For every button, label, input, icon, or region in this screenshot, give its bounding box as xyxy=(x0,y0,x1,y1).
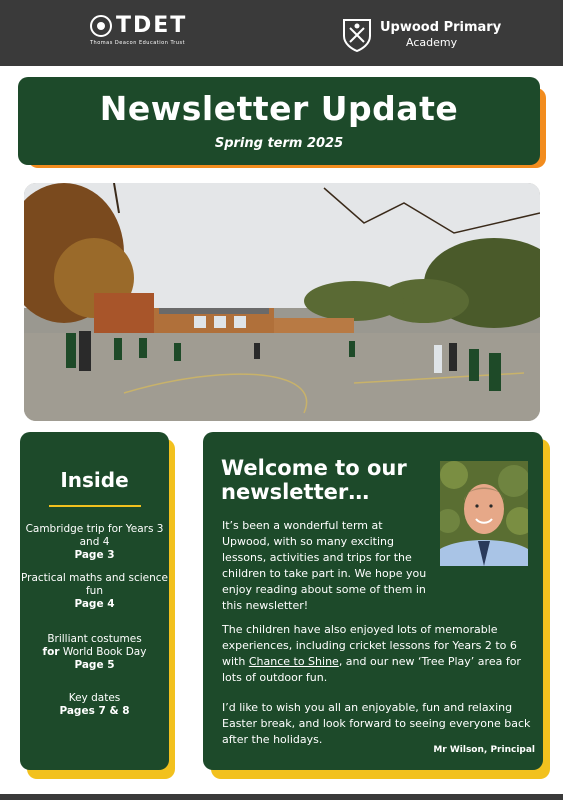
inside-item-page: Pages 7 & 8 xyxy=(59,705,130,717)
inside-divider xyxy=(49,505,141,507)
newsletter-subtitle: Spring term 2025 xyxy=(214,136,344,151)
welcome-paragraph-2-start: The children have also enjoyed lots of memorable experiences, including cricket lessons for Years 2 to 6 with xyxy=(222,623,517,668)
tdet-logo-subtitle: Thomas Deacon Education Trust xyxy=(90,40,186,46)
upwood-logo xyxy=(342,18,501,52)
newsletter-title: Newsletter Update xyxy=(99,89,459,128)
welcome-paragraph-1: It’s been a wonderful term at Upwood, with so many exciting lessons, activities and trips for the children to take part in. We hope you enjoy reading about some of them in this newsletter! xyxy=(222,519,427,612)
inside-item-page: Page 3 xyxy=(74,549,115,561)
inside-item xyxy=(20,572,169,611)
inside-item-text-after: World Book Day xyxy=(62,646,147,658)
inside-item-text: Practical maths and science fun xyxy=(20,572,168,597)
inside-item-for: for xyxy=(42,646,60,658)
inside-title: Inside xyxy=(60,468,129,492)
tdet-logo-name: TDET xyxy=(116,13,188,38)
welcome-paragraph-2 xyxy=(222,622,536,686)
welcome-paragraph-2-end: , and our new ‘Tree Play’ area for lots of outdoor fun. xyxy=(222,655,521,684)
playground-photo xyxy=(24,183,540,421)
tdet-logo xyxy=(90,14,187,46)
inside-item xyxy=(20,523,169,562)
inside-item-text: Key dates xyxy=(68,692,121,704)
header-bar xyxy=(0,0,563,66)
upwood-crest-icon xyxy=(342,18,372,52)
welcome-title: Welcome to our newsletter… xyxy=(221,456,407,504)
inside-item-text: Brilliant costumes xyxy=(47,633,142,645)
welcome-panel xyxy=(203,432,543,770)
inside-item-page: Page 5 xyxy=(74,659,115,671)
title-banner xyxy=(18,77,540,165)
upwood-logo-name: Upwood Primary xyxy=(380,20,502,35)
principal-photo xyxy=(440,461,528,566)
inside-item xyxy=(20,633,169,672)
inside-item xyxy=(20,692,169,718)
principal-signature: Mr Wilson, Principal xyxy=(433,745,535,755)
welcome-paragraph-3: I’d like to wish you all an enjoyable, fun and relaxing Easter break, and look forward to seeing everyone back after the holidays. xyxy=(222,701,531,746)
chance-to-shine-link[interactable]: Chance to Shine xyxy=(248,655,339,668)
footer-bar xyxy=(0,794,563,800)
upwood-logo-subtitle: Academy xyxy=(406,36,458,49)
tdet-logo-icon xyxy=(90,15,112,37)
inside-item-page: Page 4 xyxy=(74,598,115,610)
inside-panel xyxy=(20,432,169,770)
inside-item-text: Cambridge trip for Years 3 and 4 xyxy=(25,523,164,548)
